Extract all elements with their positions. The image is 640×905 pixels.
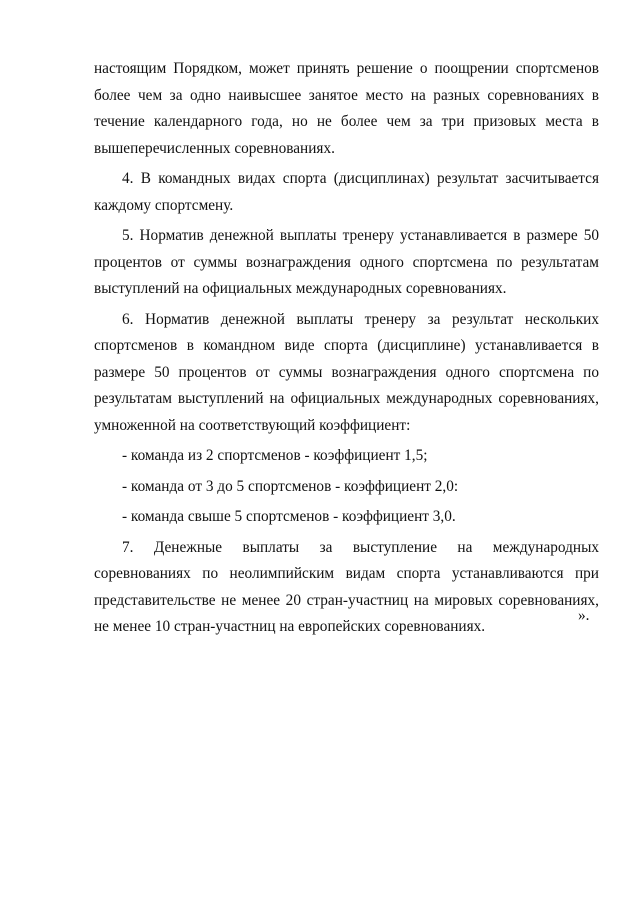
- document-body: [94, 56, 599, 641]
- paragraph-7: 7. Денежные выплаты за выступление на международных соревнованиях по неолимпийским видам спорта устанавливаются при представительстве не менее 20 стран-участниц на мировых соревнованиях, не менее 10 стран-участниц на европейских соревнованиях.: [94, 538, 599, 635]
- paragraph-5: 5. Норматив денежной выплаты тренеру устанавливается в размере 50 процентов от суммы вознаграждения одного спортсмена по результатам выступлений на официальных международных соревнованиях.: [94, 227, 599, 297]
- closing-quote: ».: [578, 607, 590, 624]
- paragraph-6: 6. Норматив денежной выплаты тренеру за результат нескольких спортсменов в командном виде спорта (дисциплине) устанавливается в размере 50 процентов от суммы вознаграждения одного спортсмена по результатам выступлений на официальных международных соревнованиях, умноженной на соответствующий коэффициент:: [94, 310, 599, 434]
- list-item-team-over-5: - команда свыше 5 спортсменов - коэффициент 3,0.: [122, 508, 456, 525]
- list-item-team-2: - команда из 2 спортсменов - коэффициент 1,5;: [122, 447, 428, 464]
- paragraph-continuation: настоящим Порядком, может принять решение о поощрении спортсменов более чем за одно наивысшее занятое место на разных соревнованиях в течение календарного года, но не более чем за три призовых места в вышеперечисленных соревнованиях.: [94, 60, 599, 157]
- list-item-team-3-5: - команда от 3 до 5 спортсменов - коэффициент 2,0:: [122, 477, 459, 495]
- paragraph-4: 4. В командных видах спорта (дисциплинах) результат засчитывается каждому спортсмену.: [94, 170, 599, 214]
